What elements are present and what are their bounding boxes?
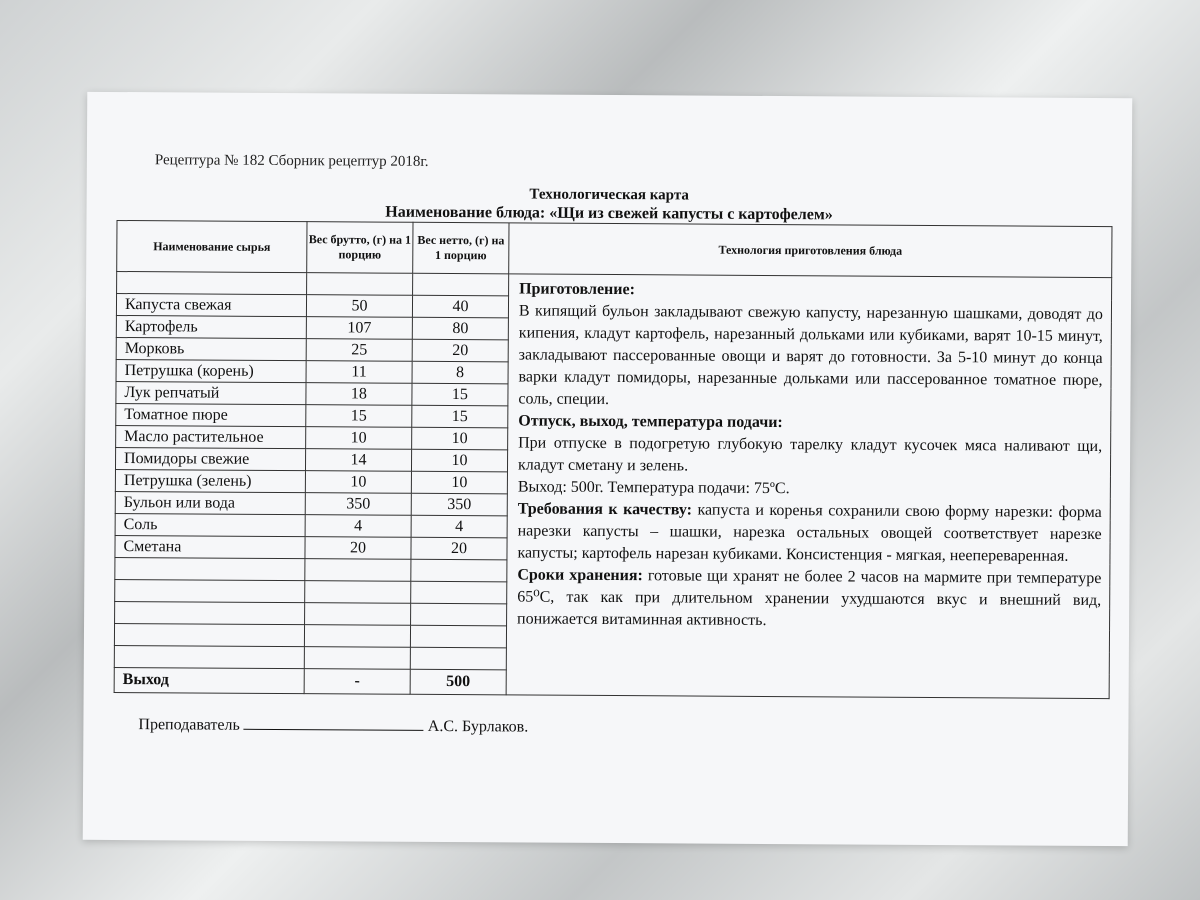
prep-heading: Приготовление: bbox=[519, 280, 635, 299]
table-row: Капуста свежая 50 40 bbox=[116, 293, 1111, 321]
storage-heading: Сроки хранения: bbox=[517, 566, 643, 585]
storage-text: готовые щи хранят не более 2 часов на мармите при температуре 65⁰С, так как при длительном хранении ухудшаются вкус и внешний вид, понижается витаминная активность. bbox=[517, 567, 1102, 629]
total-label: Выход bbox=[114, 667, 304, 693]
table-row: Томатное пюре 15 15 bbox=[116, 403, 1111, 431]
table-row: Соль 4 4 bbox=[115, 513, 1110, 541]
signature-blank bbox=[244, 715, 424, 731]
col-header-technology: Технология приготовления блюда bbox=[509, 223, 1112, 278]
col-header-net: Вес нетто, (г) на 1 порцию bbox=[413, 222, 509, 274]
quality-text: капуста и коренья сохранили свою форму нарезки: форма нарезки капусты – шашки, нарезка остальных овощей соответствует нарезке капусты; картофель нарезан кубиками. Консистенция - мягкая, неепереваренная. bbox=[517, 501, 1102, 565]
table-header-row bbox=[117, 220, 1112, 277]
dish-title: Наименование блюда: «Щи из свежей капусты с картофелем» bbox=[385, 203, 833, 224]
table-row: Лук репчатый 18 15 bbox=[116, 381, 1111, 409]
quality-heading: Требования к качеству: bbox=[517, 500, 693, 519]
col-header-name: Наименование сырья bbox=[117, 220, 307, 272]
table-row: Петрушка (корень) 11 8 bbox=[116, 359, 1111, 387]
signature-role: Преподаватель bbox=[138, 716, 240, 734]
total-net: 500 bbox=[410, 669, 506, 695]
signature-line bbox=[138, 714, 528, 736]
document-sheet bbox=[83, 92, 1133, 846]
table-row: Картофель 107 80 bbox=[116, 315, 1111, 343]
serve-text: При отпуске в подогретую глубокую тарелку кладут кусочек мяса наливают щи, кладут сметану и зелень. bbox=[517, 434, 1103, 475]
document-title: Технологическая карта bbox=[529, 186, 689, 204]
yield-text: Выход: 500г. Температура подачи: 75ºС. bbox=[517, 478, 790, 498]
table-row: Морковь 25 20 bbox=[116, 337, 1111, 365]
table-row: Сметана 20 20 bbox=[115, 535, 1110, 563]
signature-name: А.С. Бурлаков. bbox=[427, 717, 529, 736]
table-row: Петрушка (зелень) 10 10 bbox=[115, 469, 1110, 497]
recipe-table bbox=[114, 220, 1113, 699]
col-header-gross: Вес брутто, (г) на 1 порцию bbox=[307, 222, 413, 274]
serve-heading: Отпуск, выход, температура подачи: bbox=[518, 412, 783, 432]
technology-cell bbox=[506, 274, 1112, 699]
total-gross: - bbox=[304, 669, 410, 695]
table-row: Бульон или вода 350 350 bbox=[115, 491, 1110, 519]
table-row: Масло растительное 10 10 bbox=[116, 425, 1111, 453]
recipe-reference: Рецептура № 182 Сборник рецептур 2018г. bbox=[154, 152, 429, 170]
prep-text: В кипящий бульон закладывают свежую капусту, нарезанную шашками, доводят до кипения, кладут картофель, нарезанный дольками или кубиками, варят 10-15 минут, закладывают пассерованные овощи и варят до готовности. За 5-10 минут до конца варки кладут помидоры, нарезанные дольками или пассерованное томатное пюре, соль, специи. bbox=[518, 302, 1104, 409]
table-row: Помидоры свежие 14 10 bbox=[115, 447, 1110, 475]
